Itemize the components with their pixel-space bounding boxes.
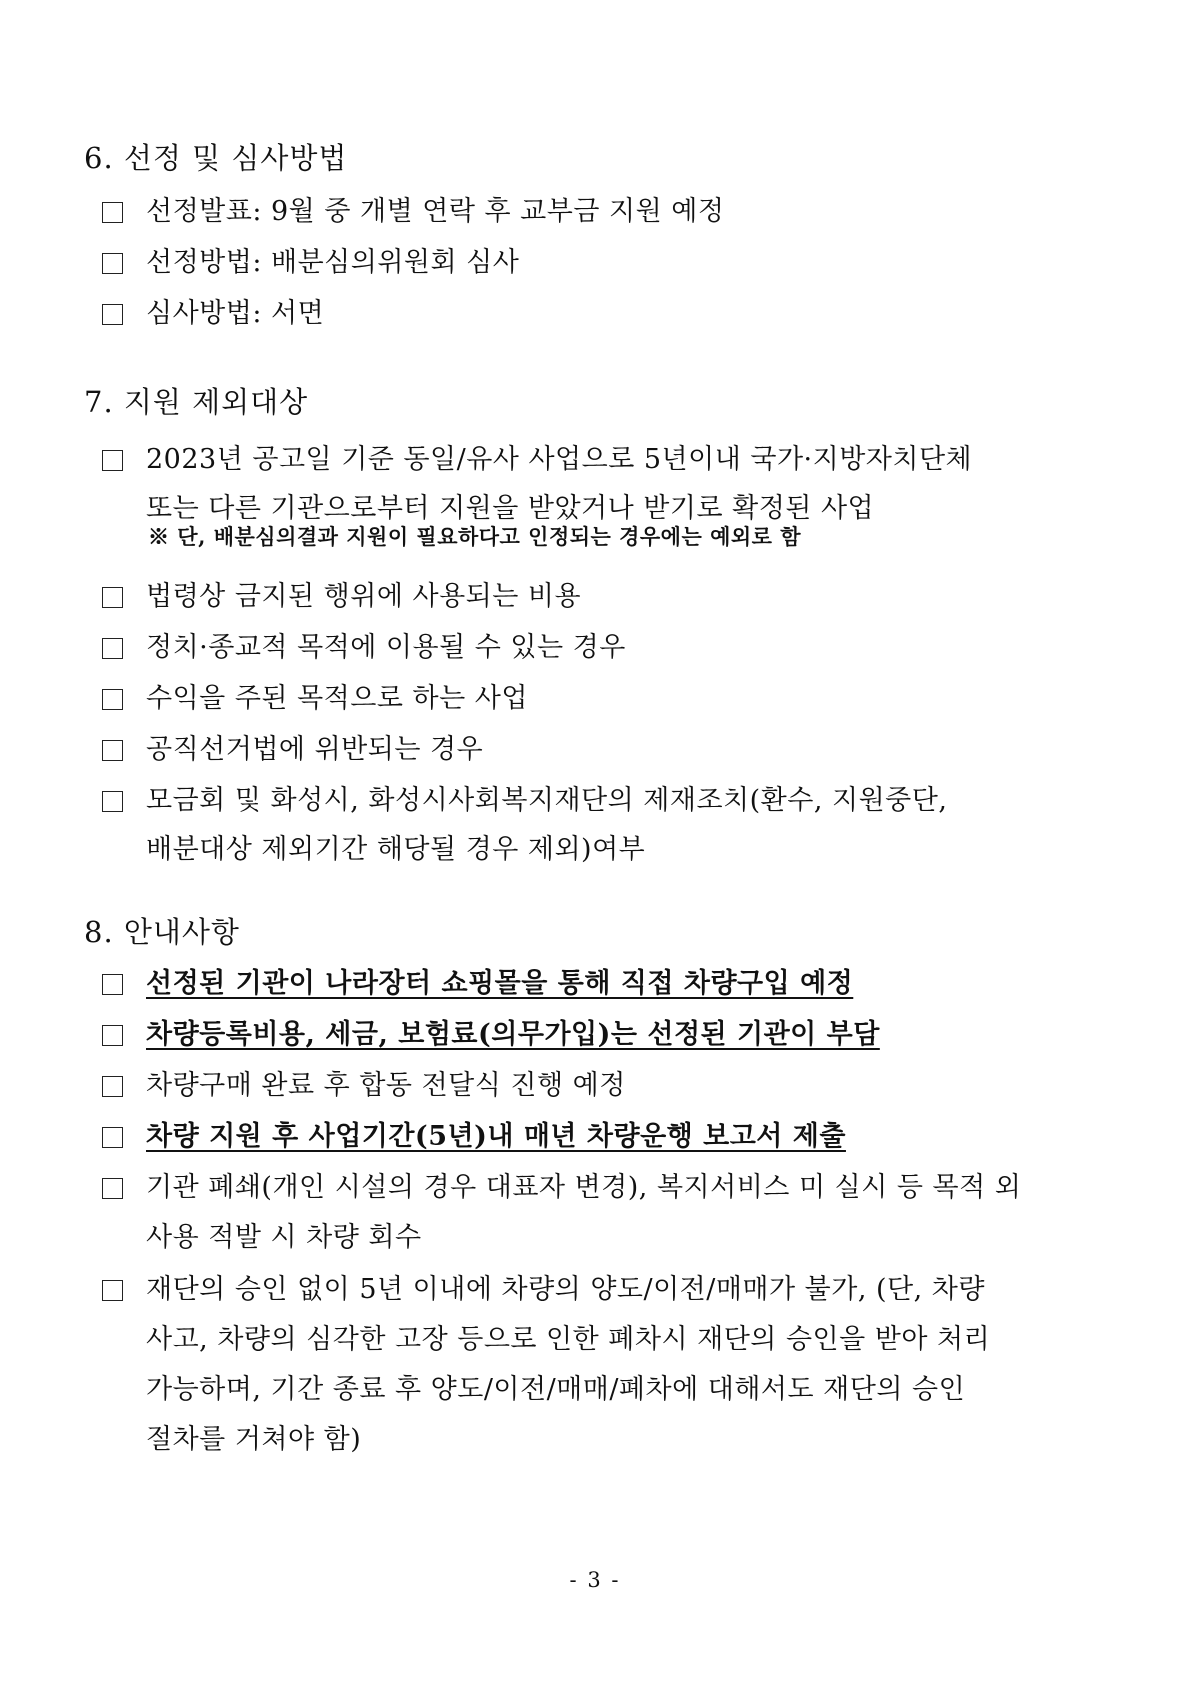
- section-7-title: 7. 지원 제외대상: [84, 385, 309, 419]
- checkbox-square-icon: [102, 689, 123, 710]
- item-text: 선정발표: 9월 중 개별 연락 후 교부금 지원 예정: [146, 196, 725, 227]
- checkbox-square-icon: [102, 1076, 123, 1097]
- checkbox-square-icon: [102, 202, 123, 223]
- checkbox-square-icon: [102, 304, 123, 325]
- item-text-continued: 또는 다른 기관으로부터 지원을 받았거나 받기로 확정된 사업: [146, 493, 875, 524]
- item-text: 정치·종교적 목적에 이용될 수 있는 경우: [146, 632, 626, 663]
- item-text-emphasized: 차량등록비용, 세금, 보험료(의무가입)는 선정된 기관이 부담: [146, 1019, 880, 1050]
- page-number: - 3 -: [569, 1568, 621, 1592]
- checkbox-square-icon: [102, 638, 123, 659]
- item-text-emphasized: 선정된 기관이 나라장터 쇼핑몰을 통해 직접 차량구입 예정: [146, 968, 854, 999]
- item-text: 기관 폐쇄(개인 시설의 경우 대표자 변경), 복지서비스 미 실시 등 목적 외: [146, 1172, 1022, 1203]
- checkbox-square-icon: [102, 1280, 123, 1301]
- item-text: 심사방법: 서면: [146, 298, 325, 329]
- item-text: 재단의 승인 없이 5년 이내에 차량의 양도/이전/매매가 불가, (단, 차량: [146, 1274, 985, 1305]
- item-text: 2023년 공고일 기준 동일/유사 사업으로 5년이내 국가·지방자치단체: [146, 444, 973, 475]
- checkbox-square-icon: [102, 791, 123, 812]
- item-text: 법령상 금지된 행위에 사용되는 비용: [146, 581, 582, 612]
- checkbox-square-icon: [102, 740, 123, 761]
- section-8-title: 8. 안내사항: [84, 915, 240, 949]
- item-text: 수익을 주된 목적으로 하는 사업: [146, 683, 528, 714]
- checkbox-square-icon: [102, 1025, 123, 1046]
- item-text: 차량구매 완료 후 합동 전달식 진행 예정: [146, 1070, 626, 1101]
- checkbox-square-icon: [102, 587, 123, 608]
- item-text-continued: 절차를 거쳐야 함): [146, 1424, 362, 1455]
- item-text: 모금회 및 화성시, 화성시사회복지재단의 제재조치(환수, 지원중단,: [146, 785, 948, 816]
- item-text: 선정방법: 배분심의위원회 심사: [146, 247, 520, 278]
- item-text-emphasized: 차량 지원 후 사업기간(5년)내 매년 차량운행 보고서 제출: [146, 1121, 846, 1152]
- exception-note: ※ 단, 배분심의결과 지원이 필요하다고 인정되는 경우에는 예외로 함: [148, 524, 802, 549]
- item-text-continued: 사용 적발 시 차량 회수: [146, 1222, 422, 1253]
- section-6-title: 6. 선정 및 심사방법: [84, 141, 348, 175]
- item-text-continued: 사고, 차량의 심각한 고장 등으로 인한 폐차시 재단의 승인을 받아 처리: [146, 1324, 991, 1355]
- item-text: 공직선거법에 위반되는 경우: [146, 734, 484, 765]
- checkbox-square-icon: [102, 1178, 123, 1199]
- checkbox-square-icon: [102, 450, 123, 471]
- checkbox-square-icon: [102, 253, 123, 274]
- item-text-continued: 가능하며, 기간 종료 후 양도/이전/매매/폐차에 대해서도 재단의 승인: [146, 1374, 966, 1405]
- checkbox-square-icon: [102, 1127, 123, 1148]
- item-text-continued: 배분대상 제외기간 해당될 경우 제외)여부: [146, 834, 646, 865]
- checkbox-square-icon: [102, 974, 123, 995]
